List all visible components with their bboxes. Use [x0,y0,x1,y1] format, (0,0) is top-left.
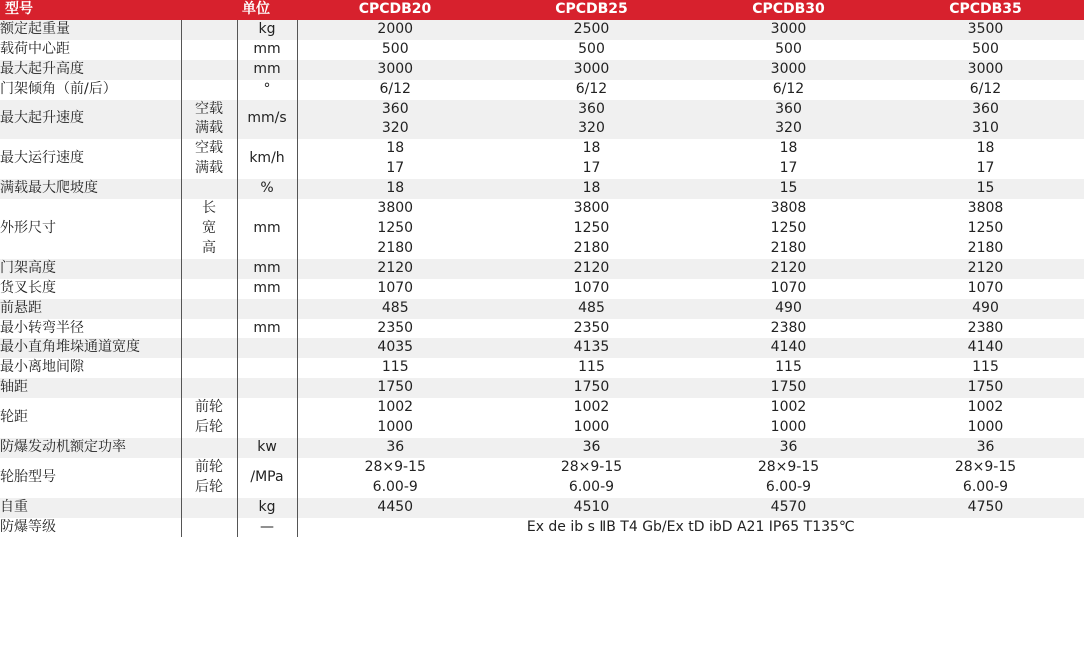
cell: 1250 [690,219,887,239]
row-name: 轮胎型号 [0,458,181,498]
cell: 17 [493,159,690,179]
cell: 6/12 [297,80,493,100]
cell: 36 [493,438,690,458]
cell: 485 [493,299,690,319]
cell: 1070 [297,279,493,299]
cell: 2180 [887,239,1084,259]
cell: 4570 [690,498,887,518]
cell: 3000 [887,60,1084,80]
cell: 36 [297,438,493,458]
row-sub [181,259,237,279]
cell: 4450 [297,498,493,518]
cell: 6/12 [690,80,887,100]
cell: 2120 [297,259,493,279]
cell: 2380 [887,319,1084,339]
header-model-3: CPCDB30 [690,0,887,20]
cell: 36 [690,438,887,458]
cell: 28×9-15 [493,458,690,478]
header-model-4: CPCDB35 [887,0,1084,20]
cell: 1002 [493,398,690,418]
table-row [0,438,1084,458]
cell: 310 [887,119,1084,139]
header-row [0,0,1084,20]
cell: 18 [297,179,493,199]
cell: 500 [493,40,690,60]
cell: 500 [690,40,887,60]
cell: 490 [690,299,887,319]
cell: 500 [887,40,1084,60]
header-unit: 单位 [237,0,297,20]
header-sub [181,0,237,20]
cell: 17 [887,159,1084,179]
cell: 1002 [887,398,1084,418]
table-row [0,378,1084,398]
cell: 4140 [887,338,1084,358]
row-sub: 宽 [181,219,237,239]
row-name: 门架高度 [0,259,181,279]
row-sub [181,338,237,358]
cell: 28×9-15 [690,458,887,478]
cell: 18 [493,179,690,199]
cell: 1750 [297,378,493,398]
row-sub [181,80,237,100]
row-name: 最大起升速度 [0,100,181,140]
cell: 1000 [493,418,690,438]
row-sub: 前轮 [181,458,237,478]
cell: 1250 [887,219,1084,239]
row-unit: /MPa [237,458,297,498]
row-unit [237,358,297,378]
row-unit: mm [237,199,297,259]
cell: 1750 [690,378,887,398]
cell: 3808 [690,199,887,219]
table-row [0,458,1084,478]
cell: 2500 [493,20,690,40]
cell: 1000 [690,418,887,438]
cell: 2350 [493,319,690,339]
table-row [0,358,1084,378]
row-name: 防爆等级 [0,518,181,538]
cell: 6.00-9 [297,478,493,498]
cell: 6.00-9 [493,478,690,498]
row-name: 最小转弯半径 [0,319,181,339]
cell: 2180 [297,239,493,259]
row-name: 货叉长度 [0,279,181,299]
cell: 320 [493,119,690,139]
row-sub: 后轮 [181,478,237,498]
cell: 28×9-15 [887,458,1084,478]
cell: 485 [297,299,493,319]
table-row [0,60,1084,80]
row-unit [237,338,297,358]
cell: 360 [690,100,887,120]
explosion-grade-value: Ex de ib s ⅡB T4 Gb/Ex tD ibD A21 IP65 T135℃ [297,518,1084,538]
row-sub: 空载 [181,100,237,120]
row-sub: 满载 [181,119,237,139]
row-sub [181,319,237,339]
row-name: 最小直角堆垛通道宽度 [0,338,181,358]
row-sub [181,299,237,319]
row-name: 满载最大爬坡度 [0,179,181,199]
cell: 2350 [297,319,493,339]
row-sub [181,20,237,40]
cell: 18 [297,139,493,159]
row-unit: — [237,518,297,538]
row-sub [181,60,237,80]
cell: 17 [297,159,493,179]
row-sub [181,279,237,299]
cell: 3000 [297,60,493,80]
cell: 1250 [297,219,493,239]
cell: 4140 [690,338,887,358]
row-unit [237,299,297,319]
row-unit: % [237,179,297,199]
row-sub: 长 [181,199,237,219]
cell: 115 [493,358,690,378]
row-sub: 满载 [181,159,237,179]
cell: 15 [690,179,887,199]
row-sub [181,179,237,199]
table-row [0,279,1084,299]
row-sub [181,438,237,458]
cell: 6.00-9 [887,478,1084,498]
cell: 1000 [887,418,1084,438]
cell: 115 [887,358,1084,378]
cell: 3500 [887,20,1084,40]
cell: 36 [887,438,1084,458]
row-name: 防爆发动机额定功率 [0,438,181,458]
row-sub [181,358,237,378]
cell: 6/12 [887,80,1084,100]
cell: 6.00-9 [690,478,887,498]
row-unit: km/h [237,139,297,179]
cell: 2120 [690,259,887,279]
cell: 6/12 [493,80,690,100]
cell: 360 [297,100,493,120]
row-unit [237,398,297,438]
row-sub: 空载 [181,139,237,159]
cell: 4135 [493,338,690,358]
table-row [0,319,1084,339]
table-row [0,259,1084,279]
cell: 3800 [297,199,493,219]
cell: 2120 [493,259,690,279]
cell: 2180 [690,239,887,259]
cell: 1000 [297,418,493,438]
cell: 1002 [297,398,493,418]
cell: 3000 [493,60,690,80]
cell: 1070 [690,279,887,299]
cell: 1070 [887,279,1084,299]
row-unit: kg [237,20,297,40]
cell: 18 [690,139,887,159]
row-name: 外形尺寸 [0,199,181,259]
table-row [0,398,1084,418]
cell: 3808 [887,199,1084,219]
row-name: 轴距 [0,378,181,398]
cell: 4750 [887,498,1084,518]
row-name: 额定起重量 [0,20,181,40]
table-row [0,100,1084,120]
cell: 2000 [297,20,493,40]
table-row [0,80,1084,100]
row-sub: 高 [181,239,237,259]
row-sub [181,40,237,60]
row-sub [181,378,237,398]
row-sub [181,518,237,538]
cell: 360 [887,100,1084,120]
cell: 3000 [690,60,887,80]
cell: 2380 [690,319,887,339]
row-sub [181,498,237,518]
row-unit: mm [237,60,297,80]
cell: 500 [297,40,493,60]
row-sub: 后轮 [181,418,237,438]
table-row [0,40,1084,60]
row-sub: 前轮 [181,398,237,418]
cell: 18 [887,139,1084,159]
table-row [0,299,1084,319]
table-row [0,518,1084,538]
cell: 4510 [493,498,690,518]
row-name: 自重 [0,498,181,518]
cell: 17 [690,159,887,179]
row-unit: mm [237,319,297,339]
table-row [0,179,1084,199]
table-row [0,139,1084,159]
cell: 320 [297,119,493,139]
row-unit: mm [237,279,297,299]
cell: 15 [887,179,1084,199]
row-name: 最小离地间隙 [0,358,181,378]
cell: 360 [493,100,690,120]
row-unit: ° [237,80,297,100]
cell: 4035 [297,338,493,358]
row-unit: mm/s [237,100,297,140]
header-model-2: CPCDB25 [493,0,690,20]
cell: 320 [690,119,887,139]
cell: 3000 [690,20,887,40]
cell: 2180 [493,239,690,259]
table-row [0,20,1084,40]
cell: 1750 [493,378,690,398]
row-name: 最大起升高度 [0,60,181,80]
cell: 490 [887,299,1084,319]
cell: 115 [690,358,887,378]
table-row [0,338,1084,358]
cell: 115 [297,358,493,378]
table-row [0,498,1084,518]
cell: 1250 [493,219,690,239]
row-name: 门架倾角（前/后） [0,80,181,100]
cell: 1070 [493,279,690,299]
row-unit: mm [237,259,297,279]
row-unit [237,378,297,398]
cell: 1750 [887,378,1084,398]
row-unit: kw [237,438,297,458]
table-row [0,199,1084,219]
cell: 28×9-15 [297,458,493,478]
row-name: 最大运行速度 [0,139,181,179]
row-name: 轮距 [0,398,181,438]
cell: 2120 [887,259,1084,279]
cell: 18 [493,139,690,159]
cell: 3800 [493,199,690,219]
row-unit: mm [237,40,297,60]
row-name: 载荷中心距 [0,40,181,60]
header-model: 型号 [0,0,181,20]
header-model-1: CPCDB20 [297,0,493,20]
row-name: 前悬距 [0,299,181,319]
cell: 1002 [690,398,887,418]
row-unit: kg [237,498,297,518]
